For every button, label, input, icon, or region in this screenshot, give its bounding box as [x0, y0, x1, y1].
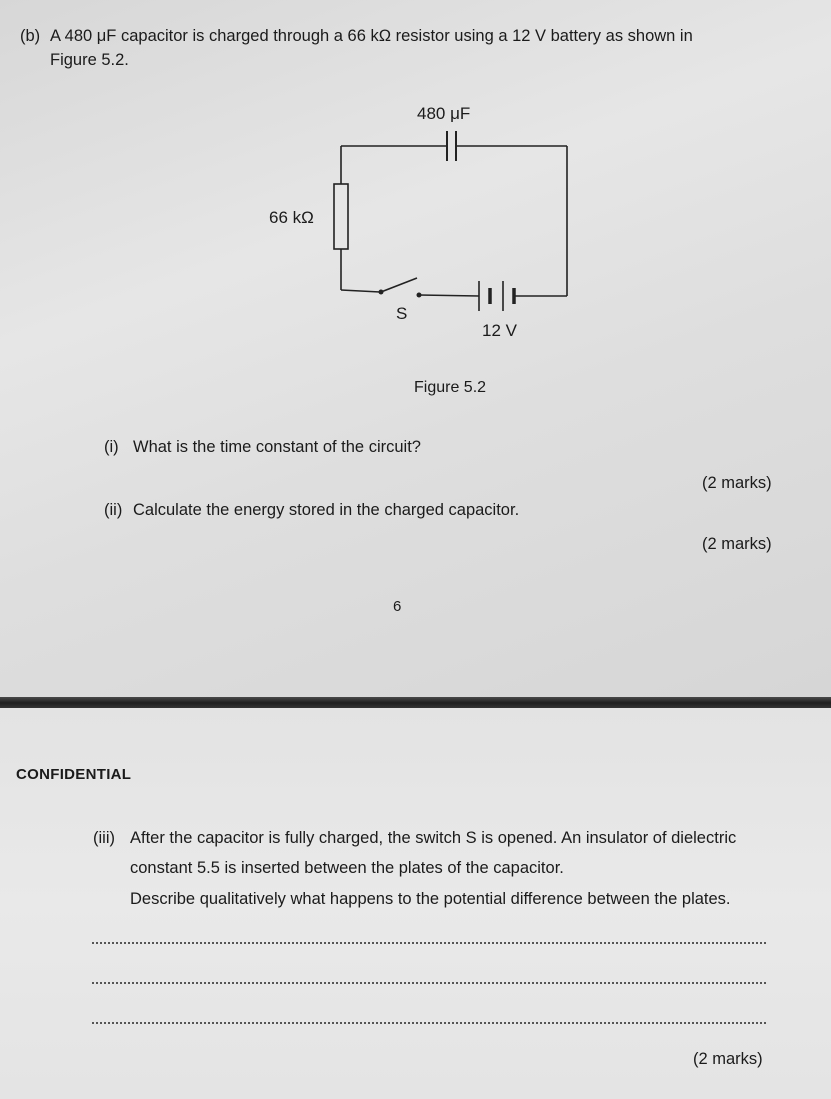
confidential-header: CONFIDENTIAL — [16, 766, 132, 783]
switch-blade — [381, 278, 417, 292]
battery-label: 12 V — [482, 321, 517, 340]
question-iii-line-2: constant 5.5 is inserted between the plates of the capacitor. — [130, 859, 564, 877]
part-b-line-1: A 480 μF capacitor is charged through a 66 kΩ resistor using a 12 V battery as shown in — [50, 27, 693, 45]
question-i-number: (i) — [104, 438, 119, 456]
question-iii-marks: (2 marks) — [693, 1050, 763, 1068]
figure-caption: Figure 5.2 — [414, 379, 487, 396]
resistor-label: 66 kΩ — [269, 208, 314, 227]
question-iii-line-1: After the capacitor is fully charged, the switch S is opened. An insulator of dielectric — [130, 829, 737, 847]
question-ii-number: (ii) — [104, 501, 123, 519]
resistor — [334, 184, 348, 249]
question-iii-number: (iii) — [93, 829, 115, 847]
question-iii-line-3: Describe qualitatively what happens to the potential difference between the plates. — [130, 890, 731, 908]
answer-line-1[interactable] — [92, 942, 766, 944]
question-ii-text: Calculate the energy stored in the charged capacitor. — [133, 501, 520, 519]
question-i-marks: (2 marks) — [702, 474, 772, 492]
capacitor-label: 480 μF — [417, 104, 471, 123]
part-b-label: (b) — [20, 27, 41, 45]
wire-bottom-middle — [419, 295, 479, 296]
answer-line-3[interactable] — [92, 1022, 766, 1024]
question-i-text: What is the time constant of the circuit? — [133, 438, 421, 456]
page-number: 6 — [393, 598, 402, 615]
switch-label: S — [396, 304, 408, 323]
circuit-diagram — [0, 0, 831, 420]
question-ii-marks: (2 marks) — [702, 535, 772, 553]
wire-bottom-left — [341, 290, 380, 292]
answer-line-2[interactable] — [92, 982, 766, 984]
part-b-line-2: Figure 5.2. — [50, 51, 129, 69]
